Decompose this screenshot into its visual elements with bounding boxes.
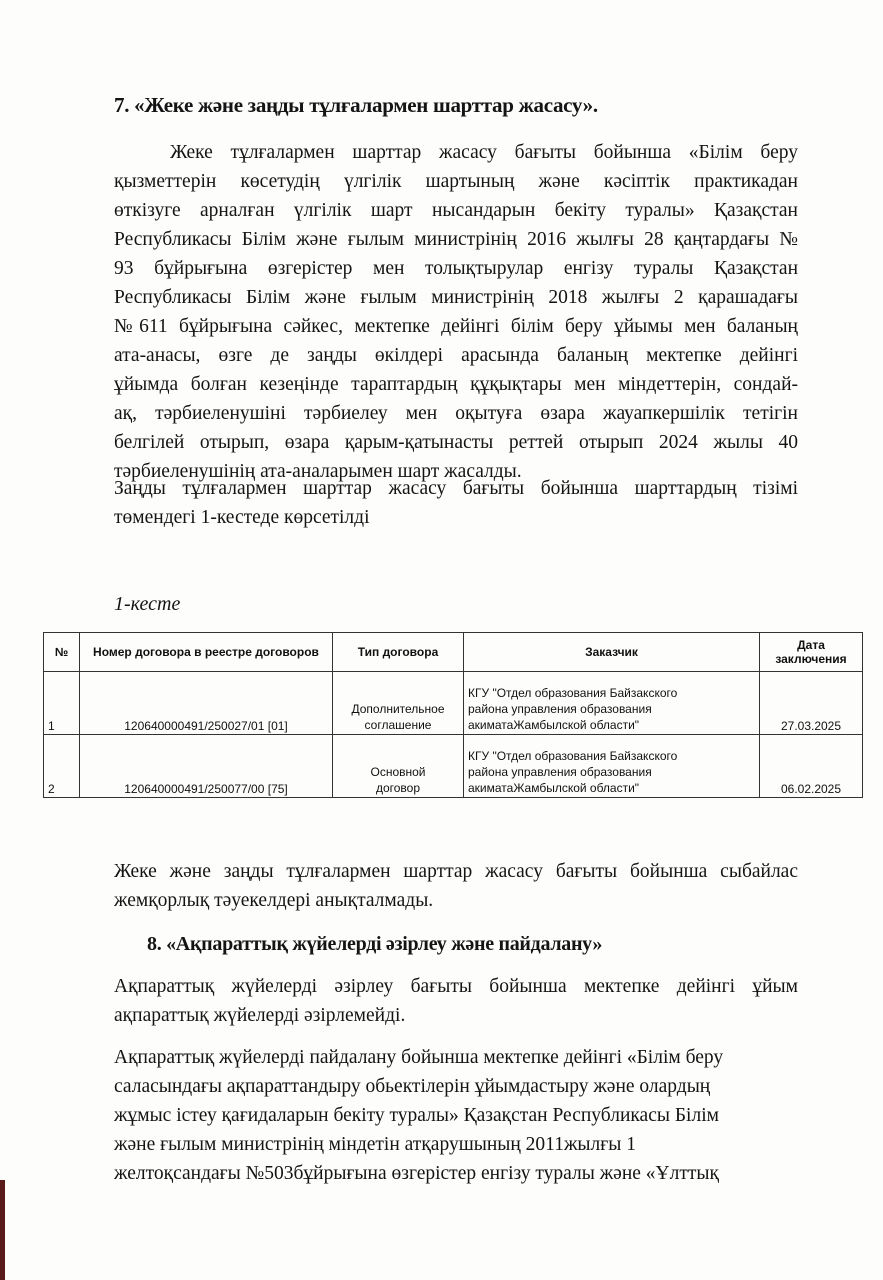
text-line: ата-анасы, өзге де заңды өкілдері арасында баланың мектепке дейінгі (114, 345, 798, 366)
customer-line: района управления образования (468, 765, 652, 779)
text-line: ақпараттық жүйелерді әзірлемейді. (114, 1005, 406, 1026)
cell-date: 27.03.2025 (760, 672, 863, 735)
type-line: Основной (370, 765, 426, 779)
cell-date: 06.02.2025 (760, 735, 863, 798)
section-8-paragraph-2 (114, 1043, 798, 1188)
contracts-table (43, 632, 863, 798)
header-number: № (44, 633, 80, 672)
table-row (44, 735, 863, 798)
header-contract-type: Тип договора (333, 633, 464, 672)
customer-line: акиматаЖамбылской области" (468, 781, 640, 795)
text-line: төмендегі 1-кестеде көрсетілді (114, 507, 370, 528)
text-line: ұйымда болған кезеңінде тараптардың құқықтары мен міндеттерін, сондай- (114, 374, 798, 395)
cell-contract-type (333, 735, 464, 798)
text-line: қызметтерін көсетудің үлгілік шартының және кәсіптік практикадан (114, 171, 798, 192)
header-date: Дата заключения (760, 633, 863, 672)
text-line: 93 бұйрығына өзгерістер мен толықтырулар енгізу туралы Қазақстан (114, 258, 798, 279)
section-7-heading: 7. «Жеке және заңды тұлғалармен шарттар жасасу». (114, 93, 598, 117)
text-line: Республикасы Білім және ғылым министрінің 2018 жылғы 2 қарашадағы (114, 287, 798, 308)
cell-number: 2 (44, 735, 80, 798)
text-line: Республикасы Білім және ғылым министрінің 2016 жылғы 28 қаңтардағы № (114, 229, 798, 250)
page-edge-shadow (0, 1180, 5, 1280)
text-line: жемқорлық тәуекелдері анықталмады. (114, 890, 434, 911)
text-line: Ақпараттық жүйелерді әзірлеу бағыты бойынша мектепке дейінгі ұйым (114, 976, 798, 997)
section-7-paragraph-1 (114, 138, 798, 486)
section-8-paragraph-1 (114, 972, 798, 1030)
text-line: тәрбиеленушінің ата-аналарымен шарт жасалды. (114, 461, 522, 482)
table-row (44, 672, 863, 735)
text-line: Жеке тұлғалармен шарттар жасасу бағыты бойынша «Білім беру (170, 142, 798, 163)
section-7-paragraph-2 (114, 474, 798, 532)
customer-line: района управления образования (468, 702, 652, 716)
header-customer: Заказчик (464, 633, 760, 672)
customer-line: КГУ "Отдел образования Байзакского (468, 686, 678, 700)
cell-customer (464, 735, 760, 798)
type-line: договор (375, 781, 421, 795)
text-line: Ақпараттық жүйелерді пайдалану бойынша мектепке дейінгі «Білім беру (114, 1047, 724, 1068)
type-line: соглашение (364, 718, 432, 732)
text-line: ақ, тәрбиеленушіні тәрбиелеу мен оқытуға өзара жауапкершілік тетігін (114, 403, 798, 424)
cell-number: 1 (44, 672, 80, 735)
section-8-heading: 8. «Ақпараттық жүйелерді әзірлеу және пайдалану» (147, 933, 603, 955)
text-line: өткізуге арналған үлгілік шарт нысандарын бекіту туралы» Қазақстан (114, 200, 798, 221)
text-line: Жеке және заңды тұлғалармен шарттар жасасу бағыты бойынша сыбайлас (114, 861, 798, 882)
text-line: және ғылым министрінің міндетін атқарушының 2011жылғы 1 (114, 1134, 636, 1155)
text-line: №611 бұйрығына сәйкес, мектепке дейінгі білім беру ұйымы мен баланың (114, 316, 798, 337)
cell-customer (464, 672, 760, 735)
text-line: Заңды тұлғалармен шарттар жасасу бағыты бойынша шарттардың тізімі (114, 478, 798, 499)
text-line: белгілей отырып, өзара қарым-қатынасты реттей отырып 2024 жылы 40 (114, 432, 798, 453)
section-7-conclusion (114, 857, 798, 915)
table-caption: 1-кесте (114, 593, 181, 615)
cell-contract-type (333, 672, 464, 735)
header-registry-number: Номер договора в реестре договоров (80, 633, 333, 672)
table-header-row (44, 633, 863, 672)
cell-registry-number: 120640000491/250077/00 [75] (80, 735, 333, 798)
customer-line: акиматаЖамбылской области" (468, 718, 640, 732)
text-line: желтоқсандағы №503бұйрығына өзгерістер енгізу туралы және «Ұлттық (114, 1163, 719, 1184)
customer-line: КГУ "Отдел образования Байзакского (468, 749, 678, 763)
text-line: жұмыс істеу қағидаларын бекіту туралы» Қазақстан Республикасы Білім (114, 1105, 719, 1126)
cell-registry-number: 120640000491/250027/01 [01] (80, 672, 333, 735)
text-line: саласындағы ақпараттандыру обьектілерін ұйымдастыру және олардың (114, 1076, 711, 1097)
type-line: Дополнительное (351, 702, 445, 716)
